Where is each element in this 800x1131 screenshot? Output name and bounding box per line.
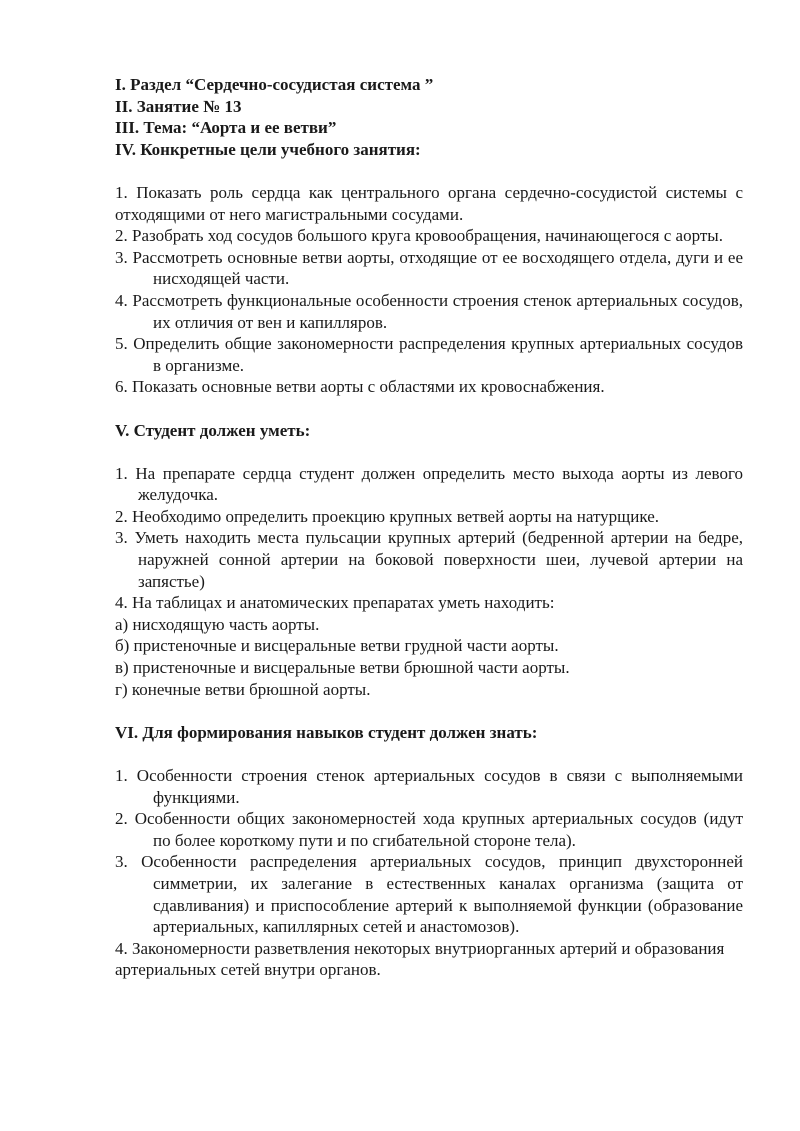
knowledge-item: 1. Особенности строения стенок артериальных сосудов в связи с выполняемыми функциями. [115, 766, 743, 807]
skill-subitem: а) нисходящую часть аорты. [115, 614, 320, 634]
goal-item: 1. Показать роль сердца как центрального органа сердечно-сосудистой системы с отходящими от него магистральными сосудами. [115, 182, 743, 224]
skill-item: 1. На препарате сердца студент должен определить место выхода аорты из левого желудочка. [115, 463, 743, 505]
skill-subitem: г) конечные ветви брюшной аорты. [115, 679, 371, 699]
section-heading: I. Раздел “Сердечно-сосудистая система ” [115, 75, 434, 94]
skills-heading: V. Студент должен уметь: [115, 420, 311, 440]
topic-heading: III. Тема: “Аорта и ее ветви” [115, 118, 337, 138]
goal-item: 4. Рассмотреть функциональные особенности строения стенок артериальных сосудов, их отличия от вен и капилляров. [115, 290, 743, 332]
goals-heading: IV. Конкретные цели учебного занятия: [115, 139, 421, 159]
skill-item: 2. Необходимо определить проекцию крупных ветвей аорты на натурщике. [115, 506, 659, 526]
knowledge-item: 4. Закономерности разветвления некоторых внутриорганных артерий и образования артериальных сетей внутри органов. [115, 938, 725, 980]
skill-item: 4. На таблицах и анатомических препаратах уметь находить: [115, 593, 555, 613]
knowledge-item: 3. Особенности распределения артериальных сосудов, принцип двухсторонней симметрии, их залегание в естественных каналах организма (защита от сдавливания) и приспособление артерий к выполняемой функции (образование артериальных, капиллярных сетей и анастомозов). [115, 852, 743, 937]
goal-item: 6. Показать основные ветви аорты с областями их кровоснабжения. [115, 377, 605, 397]
knowledge-item: 2. Особенности общих закономерностей хода крупных артериальных сосудов (идут по более короткому пути и по сгибательной стороне тела). [115, 809, 743, 850]
goal-item: 2. Разобрать ход сосудов большого круга кровообращения, начинающегося с аорты. [115, 226, 723, 246]
goal-item: 5. Определить общие закономерности распределения крупных артериальных сосудов в организме. [115, 334, 743, 375]
skill-subitem: в) пристеночные и висцеральные ветви брюшной части аорты. [115, 658, 570, 678]
goal-item: 3. Рассмотреть основные ветви аорты, отходящие от ее восходящего отдела, дуги и ее нисходящей части. [115, 247, 743, 289]
skill-subitem: б) пристеночные и висцеральные ветви грудной части аорты. [115, 636, 559, 656]
document-page [115, 74, 743, 981]
knowledge-heading: VI. Для формирования навыков студент должен знать: [115, 722, 538, 742]
skill-item: 3. Уметь находить места пульсации крупных артерий (бедренной артерии на бедре, наружней сонной артерии на боковой поверхности шеи, лучевой артерии на запястье) [115, 528, 743, 591]
lesson-number: II. Занятие № 13 [115, 96, 242, 116]
